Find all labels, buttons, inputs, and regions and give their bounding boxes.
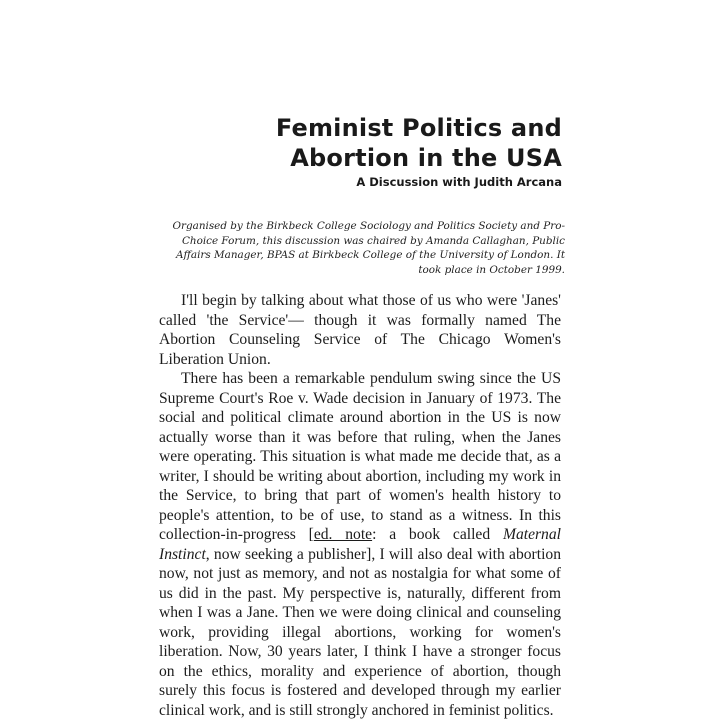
paragraph-text: There has been a remarkable pendulum swing since the US Supreme Court's Roe v. Wade decision in January of 1973. The social and political climate around abortion in the US is now actually worse than it was before that ruling, when the Janes were operating. This situation is what made me decide that, as a writer, I should be writing about abortion, including my work in the Service, to bring that part of women's health history to people's attention, to be of use, to stand as a witness. In this collection-in-progress [	[159, 370, 561, 543]
article-title: Feminist Politics and Abortion in the USA	[275, 114, 562, 172]
paragraph-text: , now seeking a publisher], I will also deal with abortion now, not just as memory, and not as nostalgia for what some of us did in the past. My perspective is, naturally, different from when I was a Jane. Then we were doing clinical and counseling work, providing illegal abortions, working for women's liberation. Now, 30 years later, I think I have a stronger focus on the ethics, morality and experience of abortion, though surely this focus is fostered and developed through my earlier clinical work, and is still strongly anchored in feminist politics.	[159, 545, 561, 719]
article-subtitle: A Discussion with Judith Arcana	[356, 175, 562, 189]
book-title: Maternal Instinct	[159, 526, 561, 563]
paragraph: I'll begin by talking about what those of us who were 'Janes' called 'the Service'— though it was formally named The Abortion Counseling Service of The Chicago Women's Liberation Union.	[159, 292, 561, 368]
paragraph	[159, 369, 561, 720]
article-body	[159, 291, 561, 720]
event-credits: Organised by the Birkbeck College Sociology and Politics Society and Pro-Choice Forum, this discussion was chaired by Amanda Callaghan, Public Affairs Manager, BPAS at Birkbeck College of the University of London. It took place in October 1999.	[172, 220, 565, 276]
paragraph-text: : a book called	[372, 526, 503, 543]
editor-note-label: ed. note	[313, 526, 373, 543]
title-block	[150, 113, 562, 190]
